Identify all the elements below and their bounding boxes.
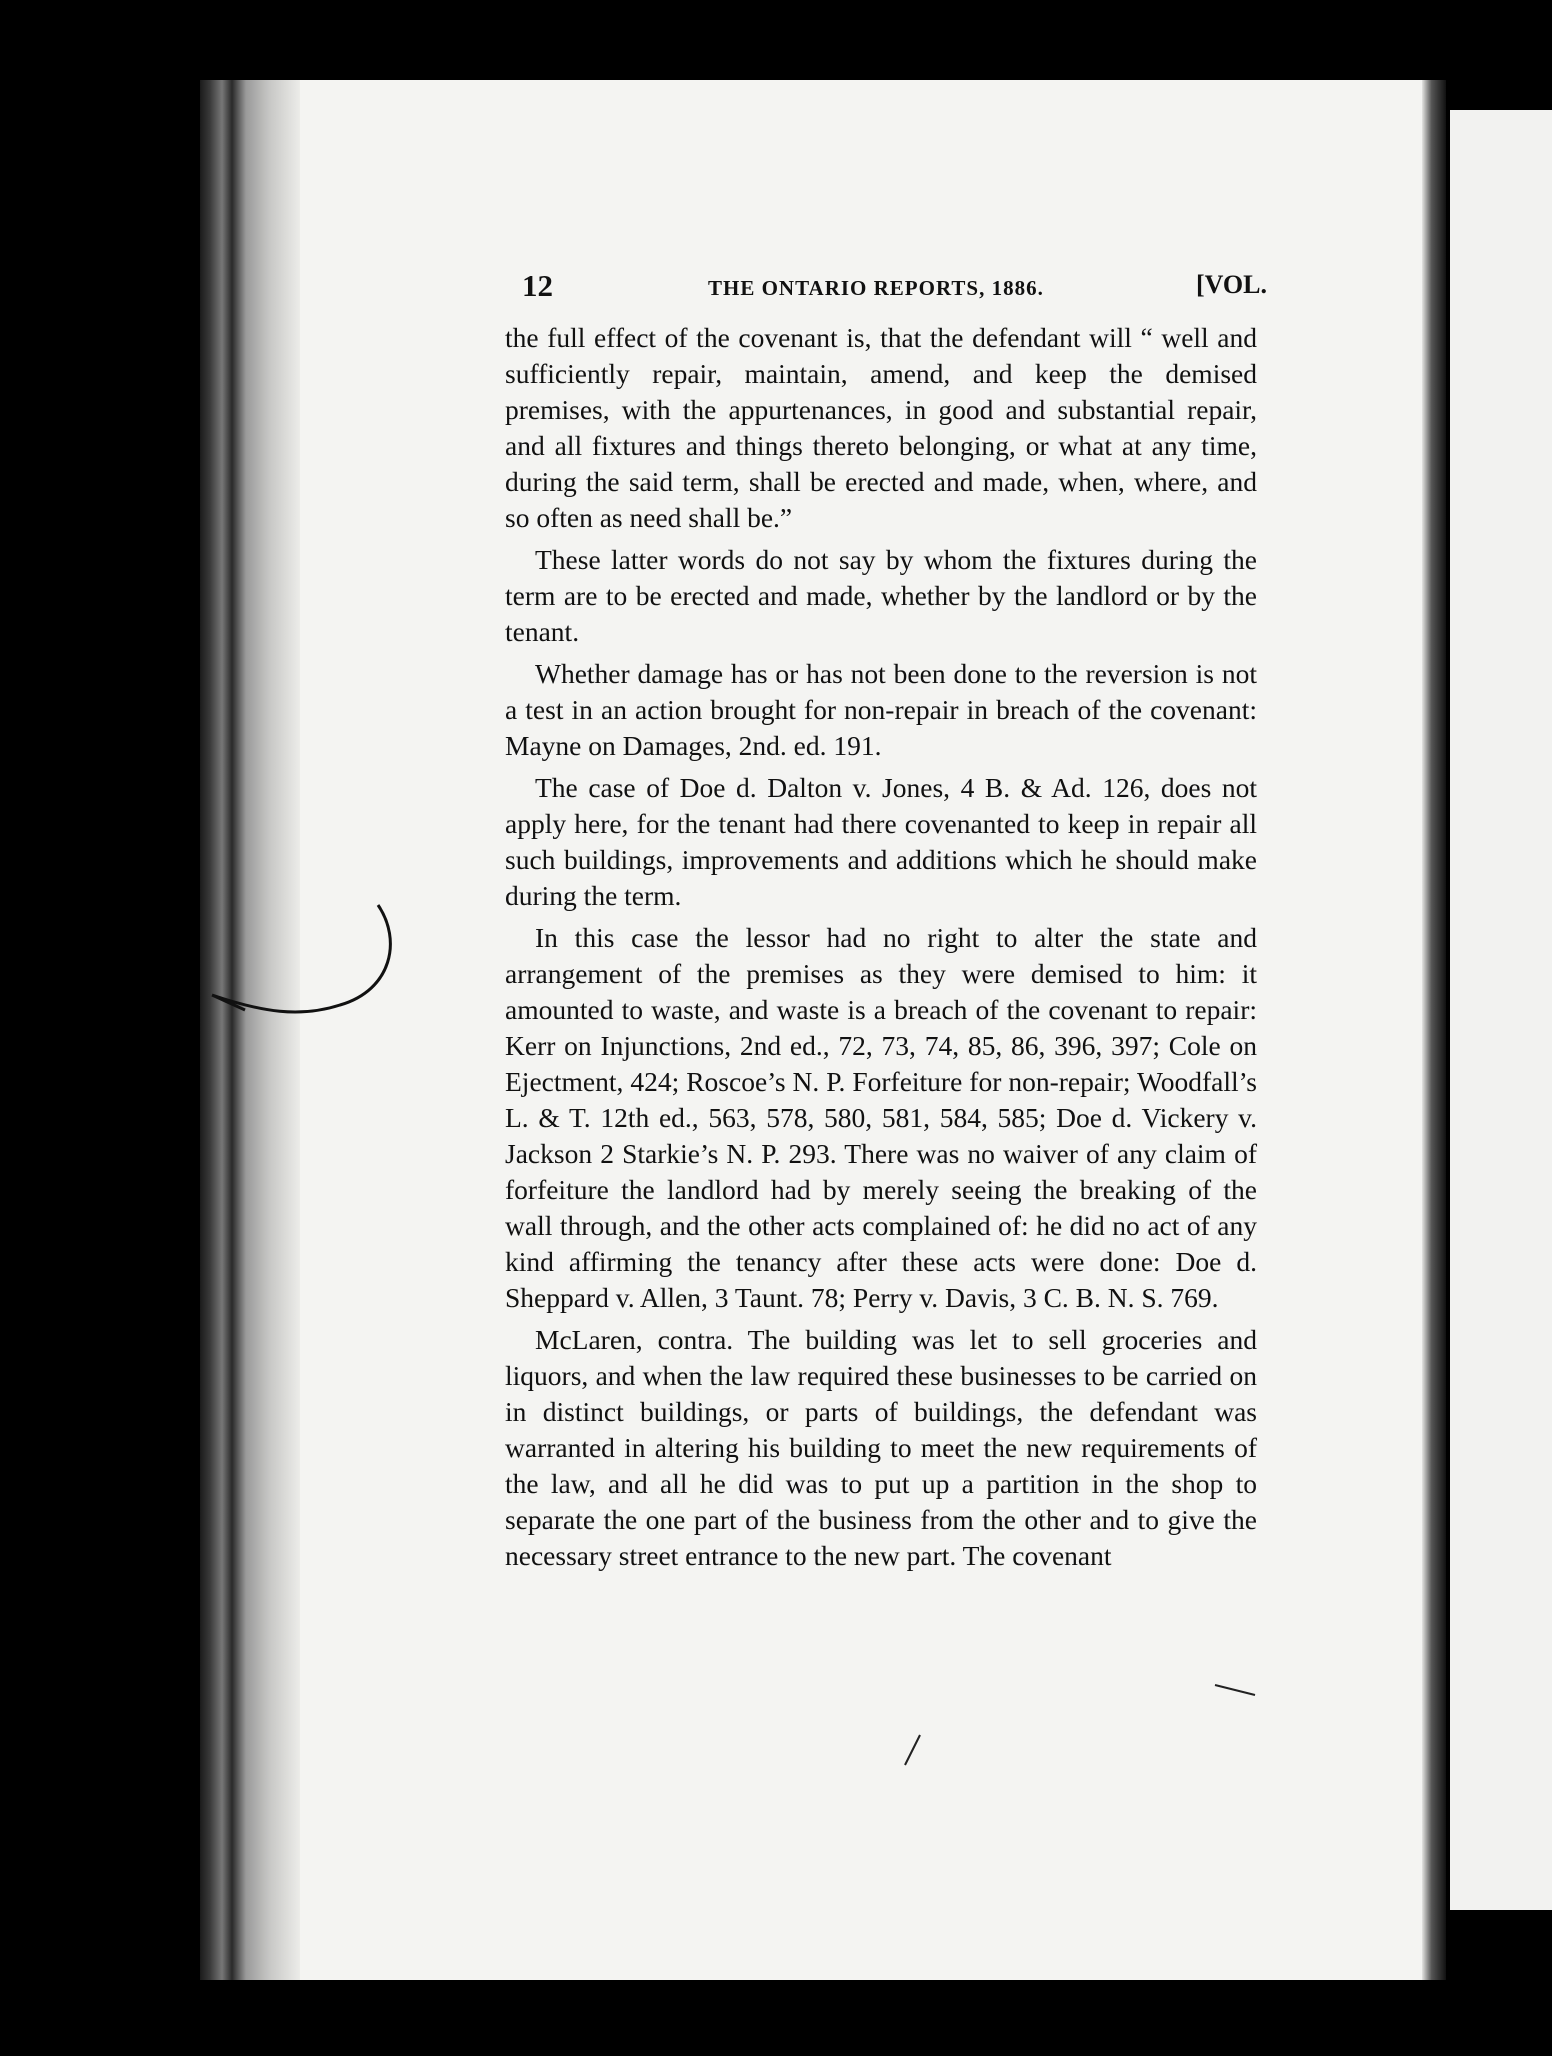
- paragraph-damage-reversion: Whether damage has or has not been done to the reversion is not a test in an action brought for non-repair in breach of the covenant: Mayne on Damages, 2nd. ed. 191.: [505, 658, 1257, 761]
- page-header: [522, 268, 1267, 308]
- paragraph-doe-dalton: The case of Doe d. Dalton v. Jones, 4 B. & Ad. 126, does not apply here, for the tenant had there covenanted to keep in repair all such buildings, improvements and additions which he should make during the term.: [505, 772, 1257, 911]
- adjacent-page-edge: [1450, 110, 1552, 1910]
- running-title: THE ONTARIO REPORTS, 1886.: [708, 276, 1044, 300]
- page-number: 12: [522, 268, 553, 303]
- page-fold-edge: [1422, 80, 1446, 1980]
- paragraph-mclaren-contra: McLaren, contra. The building was let to sell groceries and liquors, and when the law required these businesses to be carried on in distinct buildings, or parts of buildings, the defendant was warranted in altering his building to meet the new requirements of the law, and all he did was to put up a partition in the shop to separate the one part of the business from the other and to give the necessary street entrance to the new part. The covenant: [505, 1324, 1257, 1571]
- paragraph-covenant-continued: the full effect of the covenant is, that the defendant will “ well and sufficiently repair, maintain, amend, and keep the demised premises, with the appurtenances, in good and substantial repair, and all fixtures and things thereto belonging, or what at any time, during the said term, shall be erected and made, when, where, and so often as need shall be.”: [505, 322, 1257, 533]
- paragraph-latter-words: These latter words do not say by whom the fixtures during the term are to be erected and made, whether by the landlord or by the tenant.: [505, 544, 1257, 647]
- page-spine-edge: [200, 80, 300, 1980]
- volume-marker: [VOL.: [1196, 270, 1267, 299]
- paragraph-lessor-no-right: In this case the lessor had no right to alter the state and arrangement of the premises as they were demised to him: it amounted to waste, and waste is a breach of the covenant to repair: Kerr on Injunctions, 2nd ed., 72, 73, 74, 85, 86, 396, 397; Cole on Ejectment, 424; Roscoe’s N. P. Forfeiture for non-repair; Woodfall’s L. & T. 12th ed., 563, 578, 580, 581, 584, 585; Doe d. Vickery v. Jackson 2 Starkie’s N. P. 293. There was no waiver of any claim of forfeiture the landlord had by merely seeing the breaking of the wall through, and the other acts complained of: he did no act of any kind affirming the tenancy after these acts were done: Doe d. Sheppard v. Allen, 3 Taunt. 78; Perry v. Davis, 3 C. B. N. S. 769.: [505, 922, 1257, 1313]
- page-body: [505, 320, 1257, 1574]
